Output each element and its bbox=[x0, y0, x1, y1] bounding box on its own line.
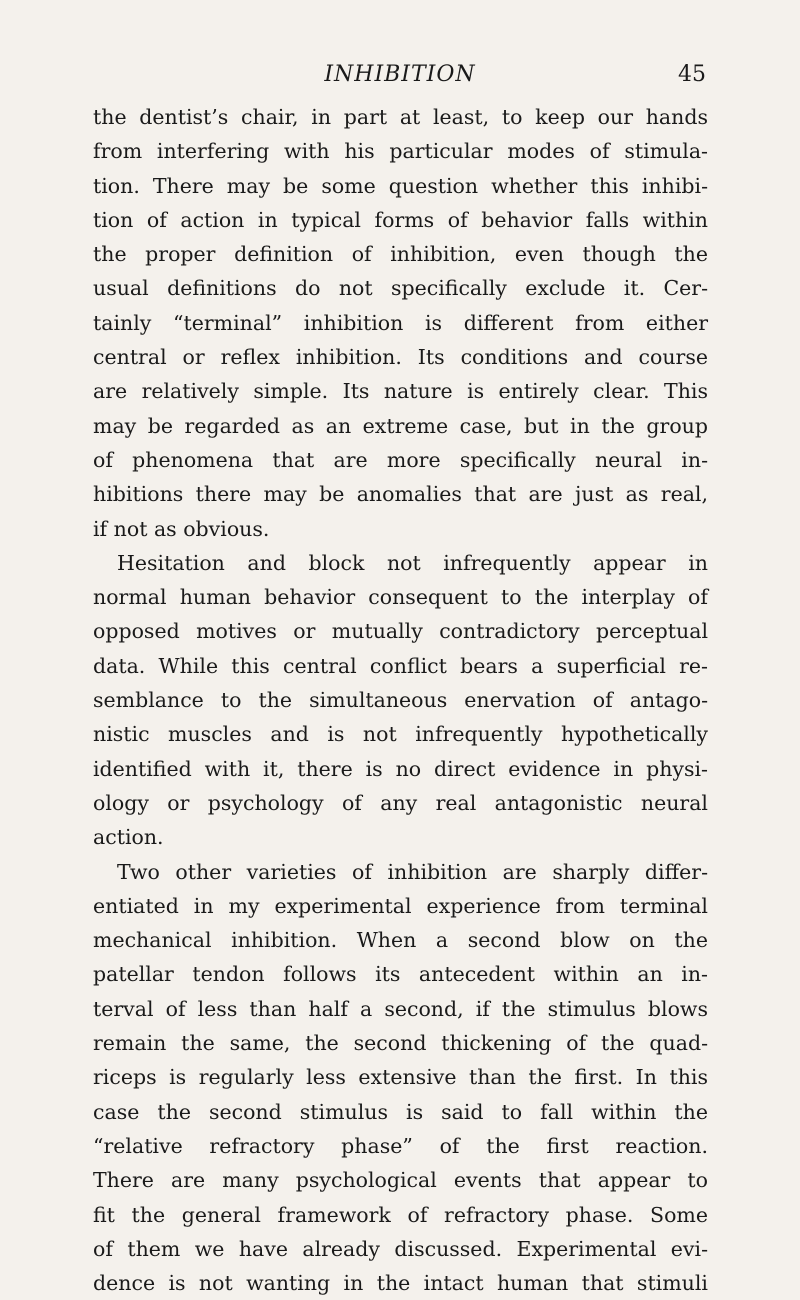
text-line: from interfering with his particular modes of stimula- bbox=[93, 139, 708, 164]
body-text bbox=[93, 100, 708, 1300]
text-line: data. While this central conflict bears a superficial re- bbox=[93, 653, 708, 678]
text-line: There are many psychological events that appear to bbox=[93, 1168, 708, 1193]
text-line: Two other varieties of inhibition are sharply differ- bbox=[117, 859, 708, 884]
text-line: nistic muscles and is not infrequently hypothetically bbox=[93, 722, 708, 747]
text-line: patellar tendon follows its antecedent within an in- bbox=[93, 962, 708, 987]
running-head bbox=[0, 62, 800, 96]
text-line: terval of less than half a second, if the stimulus blows bbox=[93, 996, 708, 1021]
text-line: case the second stimulus is said to fall within the bbox=[93, 1099, 708, 1124]
text-line: ology or psychology of any real antagonistic neural bbox=[93, 790, 708, 815]
text-line: action. bbox=[93, 825, 164, 850]
text-line: tion of action in typical forms of behavior falls within bbox=[93, 207, 708, 232]
text-line: “relative refractory phase” of the first reaction. bbox=[93, 1133, 708, 1158]
paragraph bbox=[93, 546, 708, 855]
text-line: tainly “terminal” inhibition is different from either bbox=[93, 310, 708, 335]
paragraph bbox=[93, 100, 708, 546]
text-line: Hesitation and block not infrequently appear in bbox=[117, 550, 708, 575]
text-line: remain the same, the second thickening of the quad- bbox=[93, 1031, 708, 1056]
text-line: semblance to the simultaneous enervation of antago- bbox=[93, 688, 708, 713]
text-line: are relatively simple. Its nature is entirely clear. This bbox=[93, 379, 708, 404]
text-line: if not as obvious. bbox=[93, 516, 270, 541]
text-line: of phenomena that are more specifically neural in- bbox=[93, 447, 708, 472]
text-line: entiated in my experimental experience from terminal bbox=[93, 893, 708, 918]
text-line: riceps is regularly less extensive than the first. In this bbox=[93, 1065, 708, 1090]
text-line: mechanical inhibition. When a second blow on the bbox=[93, 928, 708, 953]
page-number: 45 bbox=[678, 62, 706, 87]
text-line: dence is not wanting in the intact human that stimuli bbox=[93, 1271, 708, 1296]
text-line: fit the general framework of refractory phase. Some bbox=[93, 1202, 708, 1227]
text-line: tion. There may be some question whether this inhibi- bbox=[93, 173, 708, 198]
text-line: of them we have already discussed. Experimental evi- bbox=[93, 1236, 708, 1261]
text-line: identified with it, there is no direct evidence in physi- bbox=[93, 756, 708, 781]
text-line: usual definitions do not specifically exclude it. Cer- bbox=[93, 276, 708, 301]
running-title: INHIBITION bbox=[324, 62, 476, 87]
text-line: central or reflex inhibition. Its conditions and course bbox=[93, 345, 708, 370]
text-line: may be regarded as an extreme case, but in the group bbox=[93, 413, 708, 438]
paragraph bbox=[93, 855, 708, 1300]
text-line: the dentist’s chair, in part at least, to keep our hands bbox=[93, 105, 708, 129]
text-line: opposed motives or mutually contradictory perceptual bbox=[93, 619, 708, 644]
text-line: the proper definition of inhibition, even though the bbox=[93, 242, 708, 267]
text-line: normal human behavior consequent to the interplay of bbox=[93, 585, 708, 610]
text-line: hibitions there may be anomalies that are just as real, bbox=[93, 482, 708, 507]
